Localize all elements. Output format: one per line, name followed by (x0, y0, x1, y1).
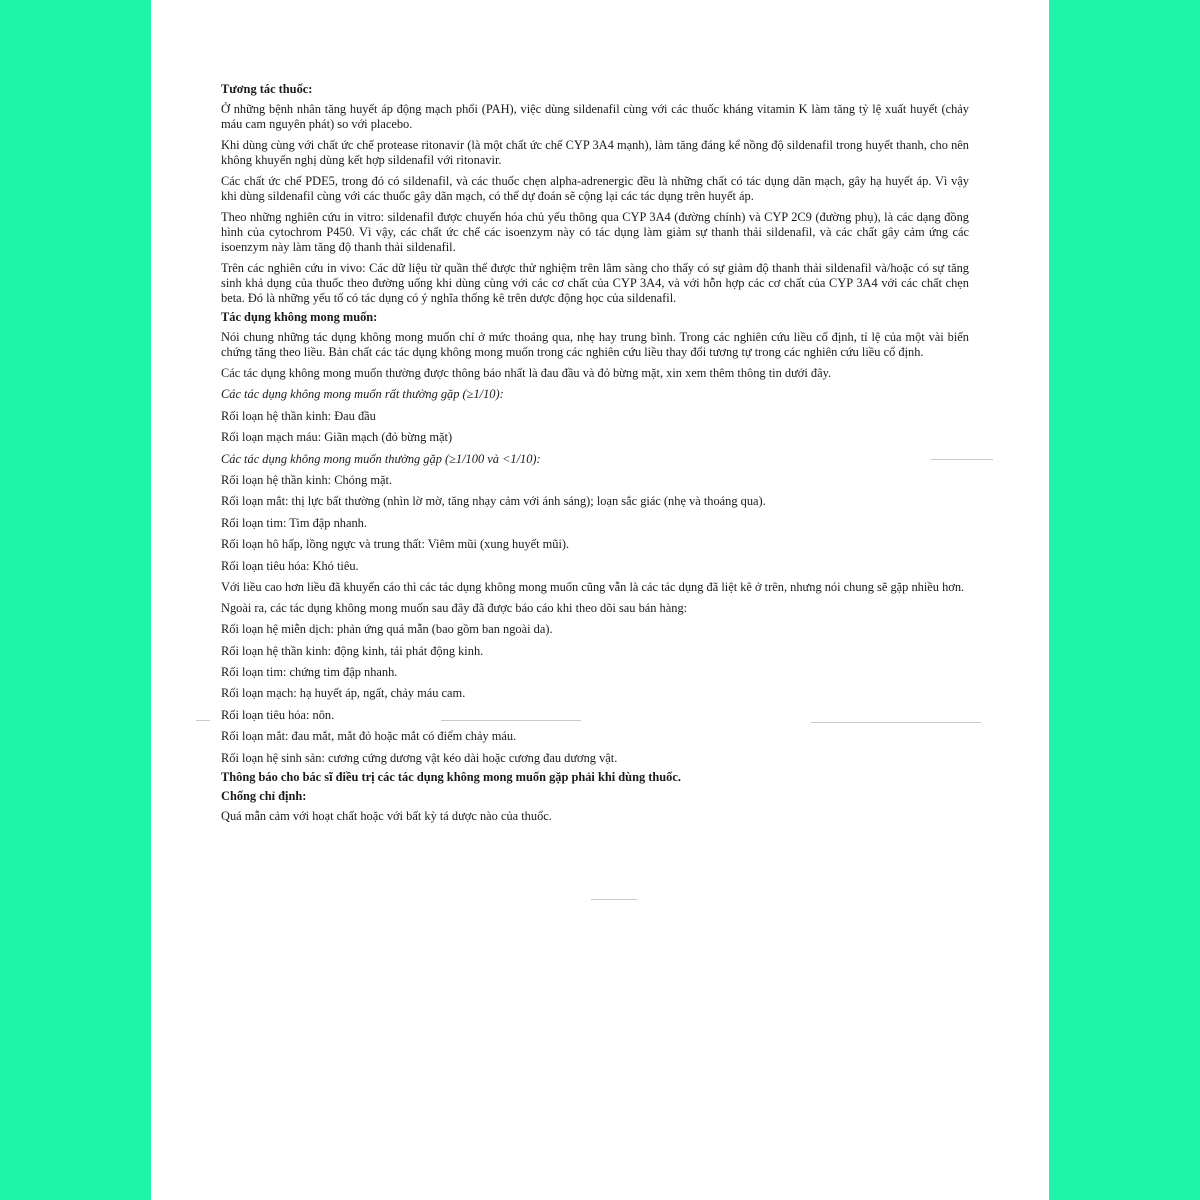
contraindications-text: Quá mẫn cảm với hoạt chất hoặc với bất kỳ tá dược nào của thuốc. (221, 808, 552, 823)
doctor-notice: Thông báo cho bác sĩ điều trị các tác dụng không mong muốn gặp phải khi dùng thuốc. (221, 769, 681, 784)
contraindications-heading: Chống chỉ định: (221, 788, 307, 803)
adverse-intro: Nói chung những tác dụng không mong muốn chỉ ở mức thoáng qua, nhẹ hay trung bình. Trong các nghiên cứu liều cố định, tỉ lệ của một vài biến chứng tăng theo liều. Bản chất các tác dụng không mong muốn trong các nghiên cứu liều thay đổi tương tự trong các nghiên cứu liều cố định. (221, 330, 969, 359)
interaction-paragraph: Ở những bệnh nhân tăng huyết áp động mạch phổi (PAH), việc dùng sildenafil cùng với các thuốc kháng vitamin K làm tăng tỷ lệ xuất huyết (chảy máu cam nguyên phát) so với placebo. (221, 102, 969, 131)
interaction-paragraph: Theo những nghiên cứu in vitro: sildenafil được chuyển hóa chủ yếu thông qua CYP 3A4 (đường chính) và CYP 2C9 (đường phụ), là các dạng đồng hình của cytochrom P450. Vì vậy, các chất ức chế các isoenzym này có tác dụng làm giảm sự thanh thải sildenafil, và các chất gây cảm ứng các isoenzym này làm tăng độ thanh thải sildenafil. (221, 210, 969, 254)
common-item: Rối loạn tim: Tim đập nhanh. (221, 515, 367, 530)
interaction-paragraph: Trên các nghiên cứu in vivo: Các dữ liệu từ quần thể được thử nghiệm trên lâm sàng cho thấy có sự giảm độ thanh thải sildenafil và/hoặc có sự tăng sinh khả dụng của thuốc theo đường uống khi dùng cùng với các cơ chất của CYP 3A4, và với hỗn hợp các cơ chất của CYP 3A4 với các chất chẹn beta. Đó là những yếu tố có tác dụng có ý nghĩa thống kê trên dược động học của sildenafil. (221, 261, 969, 305)
interactions-heading: Tương tác thuốc: (221, 82, 313, 96)
adverse-common-note: Các tác dụng không mong muốn thường được thông báo nhất là đau đầu và đỏ bừng mặt, xin xem thêm thông tin dưới đây. (221, 366, 832, 380)
common-item: Rối loạn hô hấp, lồng ngực và trung thất: Viêm mũi (xung huyết mũi). (221, 537, 570, 552)
very-common-item: Rối loạn hệ thần kinh: Đau đầu (221, 408, 376, 423)
common-title: Các tác dụng không mong muốn thường gặp (≥1/100 và <1/10): (221, 451, 541, 466)
common-item: Rối loạn tiêu hóa: Khó tiêu. (221, 558, 359, 573)
scanned-page (151, 0, 1049, 1200)
common-item: Rối loạn hệ thần kinh: Chóng mặt. (221, 472, 393, 487)
postmarketing-item: Rối loạn hệ sinh sản: cương cứng dương vật kéo dài hoặc cương đau dương vật. (221, 750, 618, 765)
scan-artifact-line (441, 720, 581, 721)
very-common-item: Rối loạn mạch máu: Giãn mạch (đỏ bừng mặt) (221, 430, 453, 445)
scan-artifact-line (931, 459, 993, 460)
document-body (221, 82, 969, 830)
postmarketing-item: Rối loạn mạch: hạ huyết áp, ngất, chảy máu cam. (221, 686, 466, 701)
common-item: Rối loạn mắt: thị lực bất thường (nhìn lờ mờ, tăng nhạy cảm với ánh sáng); loạn sắc giác (nhẹ và thoáng qua). (221, 494, 766, 509)
interaction-paragraph: Các chất ức chế PDE5, trong đó có sildenafil, và các thuốc chẹn alpha-adrenergic đều là những chất có tác dụng dãn mạch, gây hạ huyết áp. Vì vậy khi dùng sildenafil cùng với các thuốc gây dãn mạch, có thể dự đoán sẽ cộng lại các tác dụng trên huyết áp. (221, 174, 969, 203)
scan-artifact-line (591, 899, 637, 900)
postmarketing-item: Rối loạn mắt: đau mắt, mắt đỏ hoặc mắt có điểm chảy máu. (221, 729, 517, 744)
postmarketing-item: Rối loạn tim: chứng tim đập nhanh. (221, 665, 398, 680)
postmarketing-intro: Ngoài ra, các tác dụng không mong muốn sau đây đã được báo cáo khi theo dõi sau bán hàng: (221, 600, 688, 615)
postmarketing-item: Rối loạn tiêu hóa: nôn. (221, 707, 335, 722)
postmarketing-item: Rối loạn hệ thần kinh: động kinh, tái phát động kinh. (221, 643, 484, 658)
scan-artifact-line (196, 720, 210, 721)
very-common-title: Các tác dụng không mong muốn rất thường gặp (≥1/10): (221, 387, 504, 402)
postmarketing-item: Rối loạn hệ miễn dịch: phản ứng quá mẫn (bao gồm ban ngoài da). (221, 622, 553, 637)
interaction-paragraph: Khi dùng cùng với chất ức chế protease ritonavir (là một chất ức chế CYP 3A4 mạnh), làm tăng đáng kể nồng độ sildenafil trong huyết thanh, cho nên không khuyến nghị dùng kết hợp sildenafil với ritonavir. (221, 138, 969, 167)
adverse-effects-heading: Tác dụng không mong muốn: (221, 310, 378, 324)
scan-artifact-line (811, 722, 981, 723)
higher-dose-note: Với liều cao hơn liều đã khuyến cáo thì các tác dụng không mong muốn cũng vẫn là các tác dụng đã liệt kê ở trên, nhưng nói chung sẽ gặp nhiều hơn. (221, 579, 965, 594)
